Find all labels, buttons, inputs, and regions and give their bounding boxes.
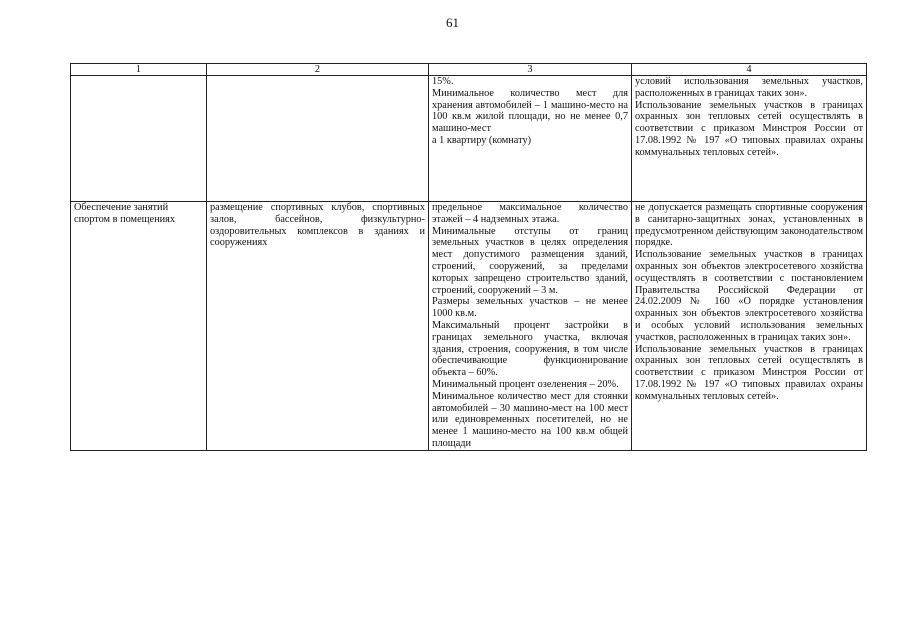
paragraph: Использование земельных участков в границах охранных зон объектов электросетевого хозяйства осуществлять в соответствии с постановлением Правительства Российской Федерации от 24.02.2009 № 160 «О порядке установления охранных зон объектов электросетевого хозяйства и особых условий использования земельных участков, расположенных в границах таких зон».	[635, 249, 863, 343]
table-row	[71, 76, 867, 202]
page-number: 61	[446, 15, 459, 30]
restrictions-cell	[632, 76, 867, 202]
use-description-cell: размещение спортивных клубов, спортивных залов, бассейнов, физкультурно-оздоровительных комплексов в зданиях и сооружениях	[207, 202, 429, 451]
parameters-cell	[429, 202, 632, 451]
parameters-cell	[429, 76, 632, 202]
paragraph: предельное максимальное количество этажей – 4 надземных этажа.	[432, 202, 628, 225]
use-type-cell: Обеспечение занятий спортом в помещениях	[71, 202, 207, 451]
paragraph: Минимальное количество мест для хранения автомобилей – 1 машино-место на 100 кв.м жилой площади, но не менее 0,7 машино-мест	[432, 87, 628, 135]
column-number: 3	[429, 64, 632, 76]
use-description-cell	[207, 76, 429, 202]
paragraph: Использование земельных участков в границах охранных зон тепловых сетей осуществлять в соответствии с приказом Минстроя России от 17.08.1992 № 197 «О типовых правилах охраны коммунальных тепловых сетей».	[635, 99, 863, 158]
paragraph: Использование земельных участков в границах охранных зон тепловых сетей осуществлять в соответствии с приказом Минстроя России от 17.08.1992 № 197 «О типовых правилах охраны коммунальных тепловых сетей».	[635, 343, 863, 402]
paragraph: Минимальное количество мест для стоянки автомобилей – 30 машино-мест на 100 мест или единовременных посетителей, но не менее 1 машино-место на 100 кв.м общей площади	[432, 390, 628, 449]
paragraph: Размеры земельных участков – не менее 1000 кв.м.	[432, 296, 628, 320]
column-number: 1	[71, 64, 207, 76]
regulations-table	[70, 63, 867, 451]
paragraph: Минимальный процент озеленения – 20%.	[432, 378, 619, 390]
paragraph: условий использования земельных участков, расположенных в границах таких зон».	[635, 76, 863, 99]
paragraph: 15%.	[432, 76, 454, 87]
restrictions-cell	[632, 202, 867, 451]
paragraph: не допускается размещать спортивные сооружения в санитарно-защитных зонах, установленных в предусмотренном действующим законодательством порядке.	[635, 202, 863, 249]
table-row	[71, 202, 867, 451]
column-number: 2	[207, 64, 429, 76]
paragraph: а 1 квартиру (комнату)	[432, 134, 532, 146]
use-type-cell	[71, 76, 207, 202]
paragraph: Максимальный процент застройки в границах земельного участка, включая здания, строения, сооружения, в том числе обеспечивающие функционирование объекта – 60%.	[432, 319, 628, 379]
paragraph: Минимальные отступы от границ земельных участков в целях определения мест допустимого размещения зданий, строений, сооружений, за пределами которых запрещено строительство зданий, строений, сооружений – 3 м.	[432, 225, 628, 296]
column-number: 4	[632, 64, 867, 76]
column-number-row	[71, 64, 867, 76]
